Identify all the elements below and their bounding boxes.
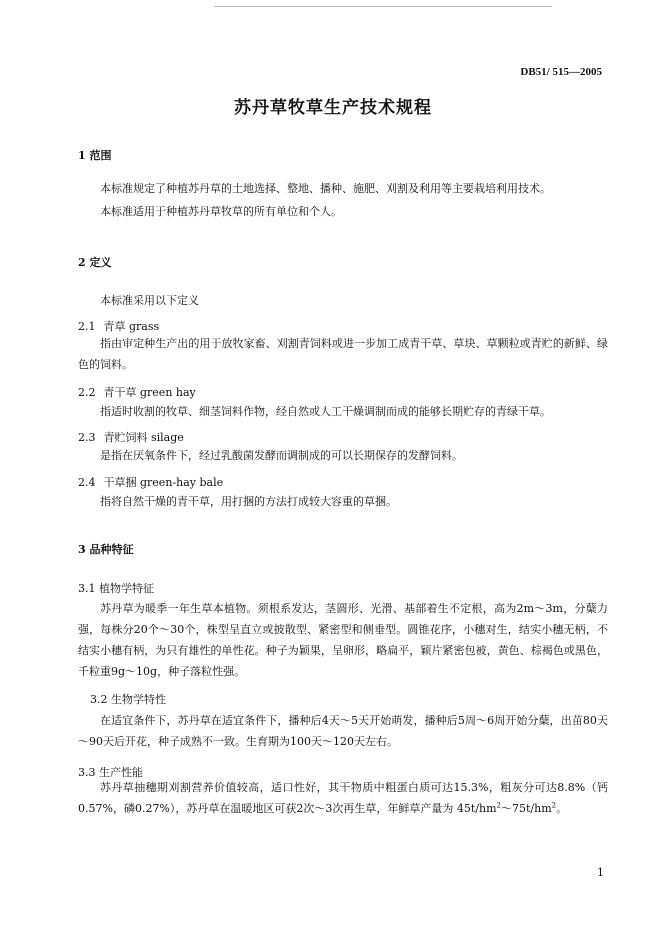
definition-2-3-heading (78, 429, 184, 445)
unit-superscript: 2 (551, 801, 557, 810)
definition-2-4-text: 指将自然干燥的青干草，用打捆的方法打成较大容重的草捆。 (100, 495, 397, 508)
section-1-paragraph-1: 本标准规定了种植苏丹草的土地选择、整地、播种、施肥、刈割及利用等主要栽培利用技术。 (100, 182, 551, 195)
definition-2-1-text: 指由审定种生产出的用于放牧家畜、刈割青饲料或进一步加工成青干草、草块、草颗粒或青贮的新鲜、绿色的饲料。 (78, 337, 608, 371)
standard-code: DB51/ 515—2005 (520, 66, 602, 78)
subsection-3-2-heading: 3.2 生物学特性 (90, 693, 166, 706)
definition-number: 2.4 (78, 476, 96, 489)
definition-2-4-heading (78, 474, 223, 490)
production-text-a: 苏丹草抽穗期刈割营养价值较高，适口性好，其干物质中粗蛋白质可达15.3%，粗灰分可达8.8%（钙0.57%，磷0.27%），苏丹草在温暖地区可获2次～3次再生草，年鲜草产量为 45t/hm (78, 781, 608, 815)
definition-term: 干草捆 green-hay bale (103, 476, 224, 489)
definition-term: 青贮饲料 silage (103, 431, 184, 444)
section-2-heading: 2 定义 (78, 256, 112, 269)
document-title: 苏丹草牧草生产技术规程 (234, 98, 432, 118)
production-text-c: 。 (556, 802, 568, 815)
section-1-heading: 1 范围 (78, 149, 112, 162)
definition-term: 青草 grass (103, 320, 160, 333)
unit-superscript: 2 (496, 801, 501, 810)
definition-number: 2.2 (78, 386, 96, 399)
section-3-heading: 3 品种特征 (78, 543, 134, 556)
definition-2-1-heading (78, 318, 159, 334)
section-1-paragraph-2: 本标准适用于种植苏丹草牧草的所有单位和个人。 (100, 205, 342, 218)
definition-2-2-heading (78, 384, 196, 400)
subsection-3-3-heading: 3.3 生产性能 (78, 766, 143, 779)
section-2-intro: 本标准采用以下定义 (100, 294, 199, 307)
definition-number: 2.3 (78, 431, 96, 444)
definition-2-3-text: 是指在厌氧条件下，经过乳酸菌发酵而调制成的可以长期保存的发酵饲料。 (100, 449, 463, 462)
production-text-b: ～75t/hm (501, 802, 552, 815)
subsection-3-1-text: 苏丹草为暖季一年生草本植物。须根系发达，茎圆形、光滑、基部着生不定根，高为2m～3m，分蘖力强，每株分20个～30个，株型呈直立或披散型、紧密型和侧垂型。圆锥花序，小穗对生，结实小穗无柄，不结实小穗有柄，为只有雄性的单性花。种子为颖果，呈卵形，略扁平，颖片紧密包被，黄色、棕褐色或黑色，千粒重9g～10g，种子落粒性强。 (78, 602, 608, 678)
definition-number: 2.1 (78, 320, 96, 333)
header-rule (214, 0, 552, 7)
definition-2-2-text: 指适时收割的牧草、细茎饲料作物，经自然或人工干燥调制而成的能够长期贮存的青绿干草。 (100, 405, 551, 418)
subsection-3-1-heading: 3.1 植物学特征 (78, 582, 154, 595)
subsection-3-3-text (78, 777, 608, 819)
page-number: 1 (597, 866, 604, 879)
definition-term: 青干草 green hay (103, 386, 196, 399)
subsection-3-2-text: 在适宜条件下，苏丹草在适宜条件下，播种后4天～5天开始萌发，播种后5周～6周开始分蘖，出苗80天～90天后开花，种子成熟不一致。生育期为100天～120天左右。 (78, 714, 608, 748)
